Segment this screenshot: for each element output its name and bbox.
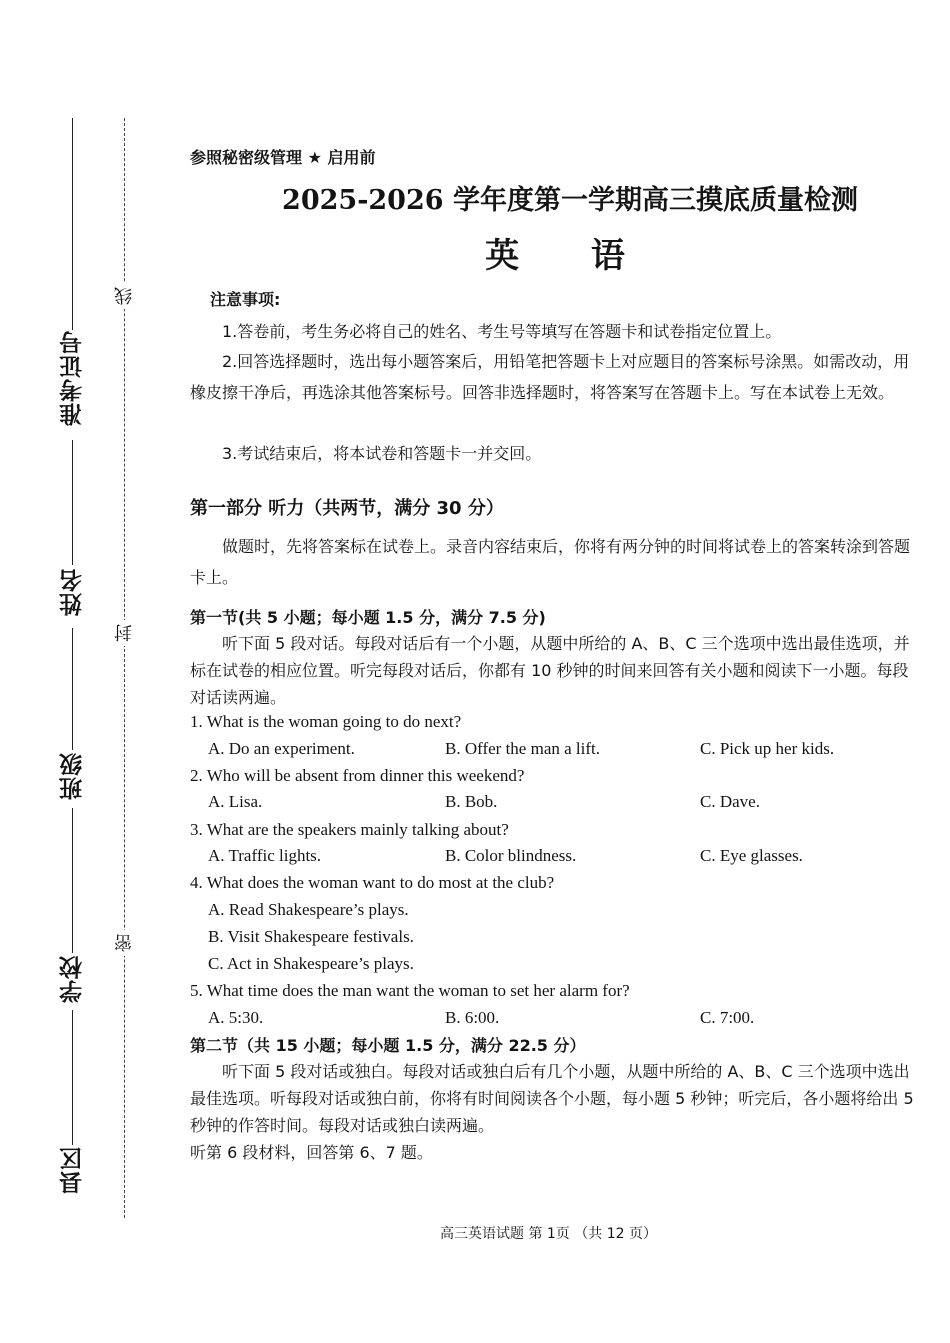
option-5b: B. 6:00.	[445, 1008, 500, 1027]
question-stem-2: 2. Who will be absent from dinner this weekend?	[190, 766, 525, 785]
notice-heading: 注意事项:	[210, 290, 281, 309]
school-field	[42, 955, 102, 1007]
school-label: 学校	[59, 955, 86, 1003]
option-1b: B. Offer the man a lift.	[445, 739, 601, 758]
question-stem-5: 5. What time does the man want the woman to set her alarm for?	[190, 981, 630, 1000]
district-field	[42, 1146, 102, 1198]
option-4a: A. Read Shakespeare’s plays.	[208, 900, 409, 919]
name-label: 姓名	[59, 568, 86, 616]
class-label: 班级	[59, 752, 86, 800]
option-2a: A. Lisa.	[208, 792, 263, 811]
question-stem-3: 3. What are the speakers mainly talking about?	[190, 820, 509, 839]
option-3b: B. Color blindness.	[445, 846, 577, 865]
option-1a: A. Do an experiment.	[208, 739, 355, 758]
seal-char-feng: 封	[112, 620, 138, 646]
page-footer: 高三英语试题 第 1页 （共 12 页）	[440, 1226, 657, 1242]
seal-char-mi: 密	[112, 930, 138, 956]
section1-intro: 听下面 5 段对话。每段对话后有一个小题，从题中所给的 A、B、C 三个选项中选出最佳选项，并标在试卷的相应位置。听完每段对话后，你都有 10 秒钟的时间来回答有关小题和阅读下一小题。每段对话读两遍。	[190, 634, 910, 707]
name-line	[72, 440, 73, 565]
question-stem-1: 1. What is the woman going to do next?	[190, 712, 462, 731]
option-4b: B. Visit Shakespeare festivals.	[208, 927, 414, 946]
name-field	[42, 568, 102, 620]
option-5a: A. 5:30.	[208, 1008, 264, 1027]
class-field	[42, 752, 102, 804]
section1-heading: 第一节(共 5 小题；每小题 1.5 分，满分 7.5 分)	[190, 608, 546, 627]
option-4c: C. Act in Shakespeare’s plays.	[208, 954, 414, 973]
exam-id-label: 准考证号	[59, 330, 86, 426]
part1-heading: 第一部分 听力（共两节，满分 30 分）	[190, 498, 504, 519]
section2-intro: 听下面 5 段对话或独白。每段对话或独白后有几个小题，从题中所给的 A、B、C 三个选项中选出最佳选项。听每段对话或独白前，你将有时间阅读各个小题，每小题 5 秒钟；听完后，各小题将给出 5 秒钟的作答时间。每段对话或独白读两遍。	[190, 1062, 914, 1135]
option-5c: C. 7:00.	[700, 1008, 755, 1027]
subject-title: 英 语	[485, 236, 655, 276]
secret-level: 参照秘密级管理 ★ 启用前	[190, 148, 376, 167]
section2-material: 听第 6 段材料，回答第 6、7 题。	[190, 1143, 433, 1162]
question-stem-4: 4. What does the woman want to do most at the club?	[190, 873, 555, 892]
school-line	[72, 808, 73, 953]
section2-heading: 第二节（共 15 小题；每小题 1.5 分，满分 22.5 分）	[190, 1036, 586, 1055]
option-1c: C. Pick up her kids.	[700, 739, 835, 758]
option-3a: A. Traffic lights.	[208, 846, 322, 865]
option-3c: C. Eye glasses.	[700, 846, 803, 865]
exam-id-field	[42, 330, 102, 430]
class-line	[72, 628, 73, 750]
notice-item-3: 3.考试结束后，将本试卷和答题卡一并交回。	[222, 444, 542, 463]
option-2b: B. Bob.	[445, 792, 498, 811]
exam-id-line	[72, 118, 73, 330]
notice-item-2: 2.回答选择题时，选出每小题答案后，用铅笔把答题卡上对应题目的答案标号涂黑。如需改动，用橡皮擦干净后，再选涂其他答案标号。回答非选择题时，将答案写在答题卡上。写在本试卷上无效。	[190, 352, 910, 402]
option-2c: C. Dave.	[700, 792, 760, 811]
exam-title: 2025-2026 学年度第一学期高三摸底质量检测	[282, 185, 858, 216]
seal-char-xian: 线	[112, 283, 138, 309]
district-line	[72, 1010, 73, 1145]
part1-intro: 做题时，先将答案标在试卷上。录音内容结束后，你将有两分钟的时间将试卷上的答案转涂到答题卡上。	[190, 537, 911, 587]
district-label: 县区	[59, 1146, 86, 1194]
notice-item-1: 1.答卷前，考生务必将自己的姓名、考生号等填写在答题卡和试卷指定位置上。	[222, 322, 782, 341]
